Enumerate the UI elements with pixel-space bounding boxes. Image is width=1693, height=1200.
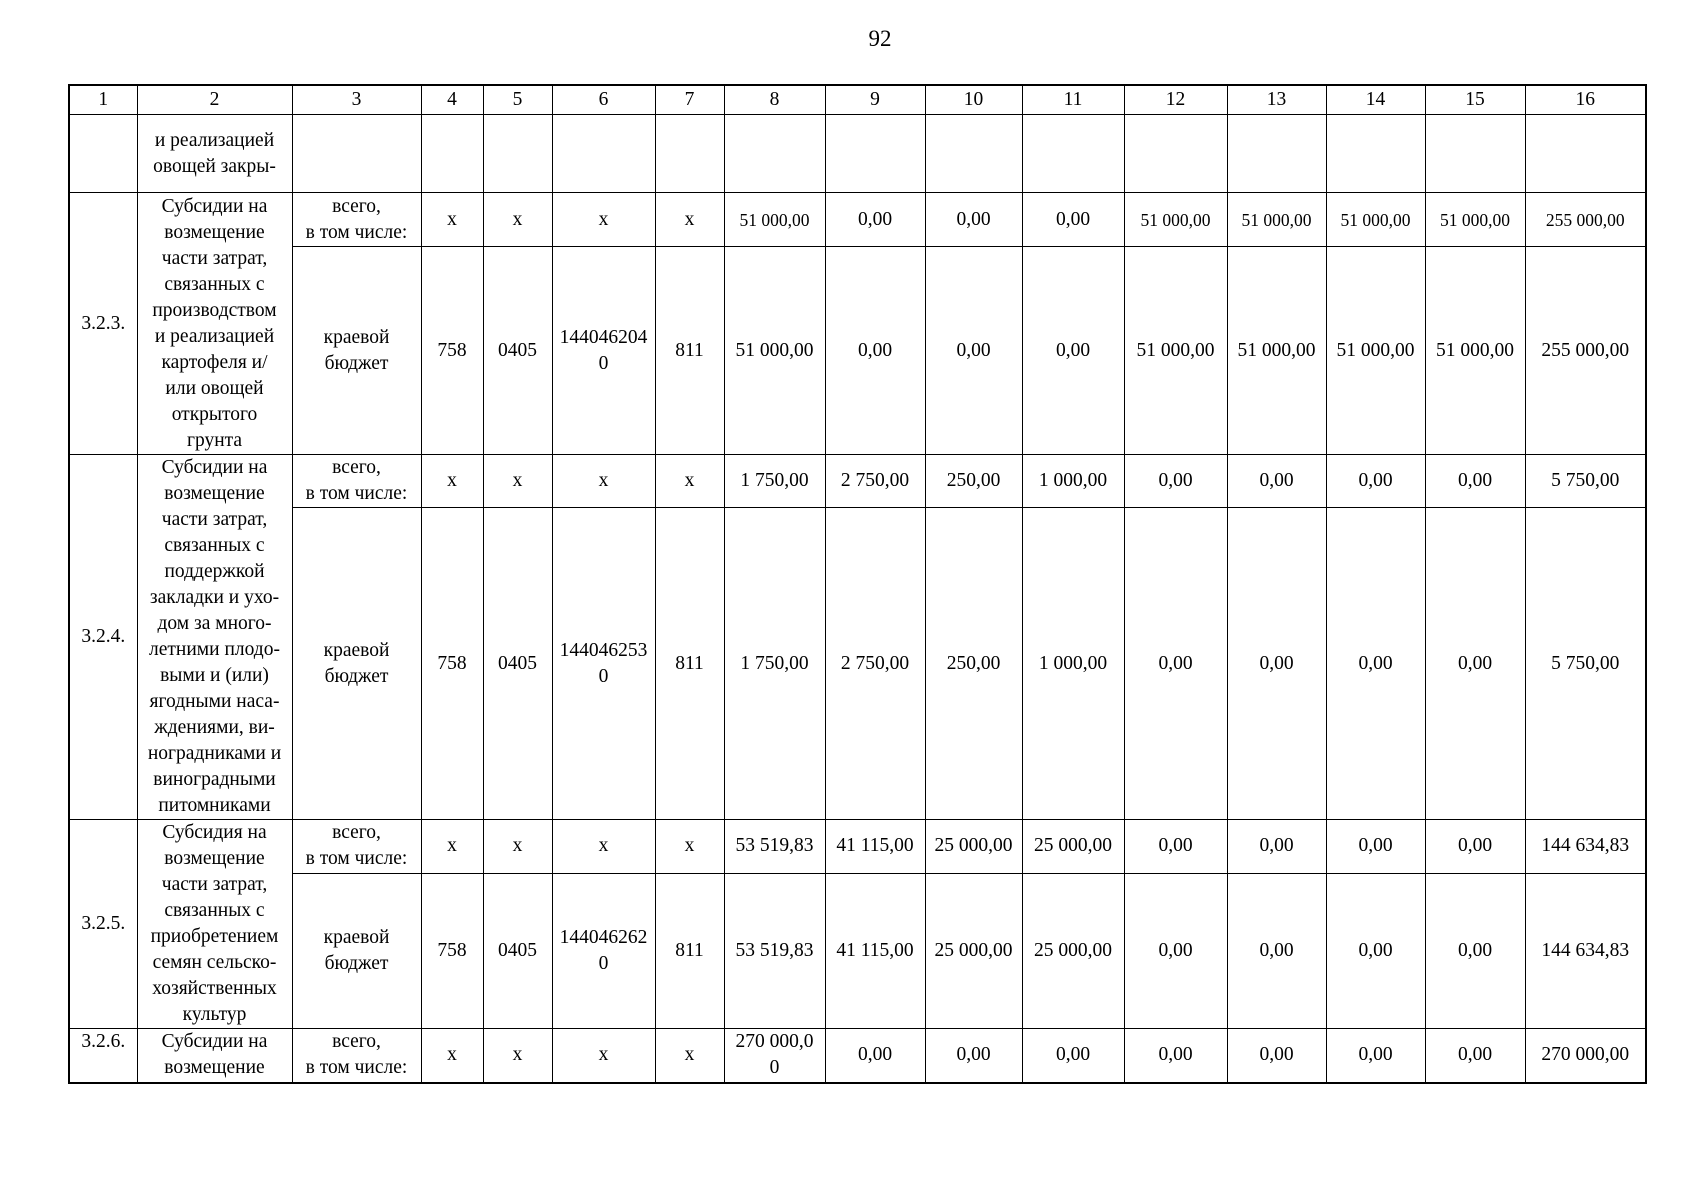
cell-value: 0,00 [1326,1029,1425,1083]
funding-source: краевой бюджет [292,247,421,455]
cell-value: 0,00 [1124,820,1227,874]
column-header: 9 [825,85,925,115]
cell-value: 51 000,00 [1124,247,1227,455]
cell-value: 0,00 [1425,455,1525,508]
cell-c6: х [552,820,655,874]
cell-c5: 0405 [483,247,552,455]
cell-value: 53 519,83 [724,873,825,1029]
cell-c7: х [655,455,724,508]
cell-value: 51 000,00 [1425,247,1525,455]
cell-c6: х [552,1029,655,1083]
cell-value: 0,00 [1326,873,1425,1029]
cell-value: 0,00 [1124,508,1227,820]
page-number: 92 [868,26,892,51]
cell-value: 0,00 [1227,455,1326,508]
row-code: 3.2.4. [69,455,137,820]
row-code: 3.2.5. [69,820,137,1029]
cell-value: 0,00 [1022,1029,1124,1083]
cell-c5: 0405 [483,873,552,1029]
column-header: 7 [655,85,724,115]
cell-c4: 758 [421,247,483,455]
cell-value: 0,00 [1124,455,1227,508]
cell-value: 270 000,00 [1525,1029,1646,1083]
cell-c5: х [483,193,552,247]
cell-value: 41 115,00 [825,873,925,1029]
funding-source: краевой бюджет [292,508,421,820]
cell-value: 25 000,00 [925,873,1022,1029]
cell-value: 2 750,00 [825,508,925,820]
cell-value: 0,00 [825,1029,925,1083]
funding-source: всего, в том числе: [292,820,421,874]
column-header: 3 [292,85,421,115]
budget-table [68,84,1647,1084]
cell-value: 51 000,00 [724,193,825,247]
cell-value: 0,00 [1227,873,1326,1029]
cell-c4: 758 [421,508,483,820]
row-code: 3.2.3. [69,193,137,455]
cell-c7: х [655,1029,724,1083]
cell-value: 0,00 [1326,820,1425,874]
cell-value: 255 000,00 [1525,247,1646,455]
column-header: 13 [1227,85,1326,115]
cell-value: 51 000,00 [1326,247,1425,455]
cell-c4: х [421,455,483,508]
cell-value: 270 000,0 0 [724,1029,825,1083]
cell-c4: 758 [421,873,483,1029]
table-row [69,1029,1646,1083]
cell-value: 0,00 [1425,1029,1525,1083]
cell-value: 25 000,00 [1022,873,1124,1029]
cell-value: 0,00 [925,193,1022,247]
cell-c6: 144046262 0 [552,873,655,1029]
cell-value: 250,00 [925,508,1022,820]
cell-c6: х [552,455,655,508]
column-header: 4 [421,85,483,115]
column-header: 14 [1326,85,1425,115]
column-header: 15 [1425,85,1525,115]
cell-c7: х [655,820,724,874]
cell-value: 0,00 [825,193,925,247]
cell-c7: 811 [655,873,724,1029]
cell-value: 2 750,00 [825,455,925,508]
cell-value: 144 634,83 [1525,820,1646,874]
funding-source: всего, в том числе: [292,455,421,508]
column-header: 1 [69,85,137,115]
cell-value: 0,00 [1326,508,1425,820]
table-row [69,508,1646,820]
cell-value: 0,00 [1425,873,1525,1029]
cell-value: 51 000,00 [1227,247,1326,455]
cell-value: 0,00 [1227,1029,1326,1083]
funding-source: всего, в том числе: [292,1029,421,1083]
cell-value: 0,00 [1227,508,1326,820]
cell-c7: 811 [655,508,724,820]
cell-value: 0,00 [1022,193,1124,247]
cell-c5: х [483,820,552,874]
cell-c6: 144046253 0 [552,508,655,820]
cell-value: 0,00 [1022,247,1124,455]
cell-value: 250,00 [925,455,1022,508]
cell-value: 25 000,00 [925,820,1022,874]
row-description: Субсидия на возмещение части затрат, связанных с приобретением семян сельско- хозяйственных культур [137,820,292,1029]
column-header: 11 [1022,85,1124,115]
continuation-description: и реализацией овощей закры- [137,115,292,193]
cell-c4: х [421,820,483,874]
cell-c5: х [483,455,552,508]
column-header: 8 [724,85,825,115]
row-description: Субсидии на возмещение части затрат, связанных с поддержкой закладки и ухо- дом за много- летними плодо- выми и (или) ягодными наса- ждениями, ви- ноградниками и виноградными питомниками [137,455,292,820]
table-row [69,193,1646,247]
cell-c4: х [421,1029,483,1083]
cell-value: 51 000,00 [724,247,825,455]
cell-value: 51 000,00 [1124,193,1227,247]
cell-value: 0,00 [1124,1029,1227,1083]
cell-value: 0,00 [925,247,1022,455]
column-header: 5 [483,85,552,115]
column-header: 10 [925,85,1022,115]
cell-value: 0,00 [825,247,925,455]
cell-value: 53 519,83 [724,820,825,874]
cell-c6: х [552,193,655,247]
cell-value: 5 750,00 [1525,508,1646,820]
cell-value: 0,00 [1425,820,1525,874]
cell-c5: 0405 [483,508,552,820]
cell-c4: х [421,193,483,247]
table-header-row [69,85,1646,115]
cell-value: 1 750,00 [724,508,825,820]
cell-value: 0,00 [925,1029,1022,1083]
column-header: 6 [552,85,655,115]
column-header: 2 [137,85,292,115]
cell-value: 1 000,00 [1022,455,1124,508]
cell-value: 5 750,00 [1525,455,1646,508]
column-header: 12 [1124,85,1227,115]
continuation-row [69,115,1646,193]
table-row [69,247,1646,455]
cell-c7: 811 [655,247,724,455]
cell-value: 25 000,00 [1022,820,1124,874]
cell-c7: х [655,193,724,247]
cell-value: 51 000,00 [1425,193,1525,247]
table-row [69,820,1646,874]
cell-value: 41 115,00 [825,820,925,874]
cell-c6: 144046204 0 [552,247,655,455]
table-row [69,873,1646,1029]
cell-c5: х [483,1029,552,1083]
cell-value: 0,00 [1227,820,1326,874]
column-header: 16 [1525,85,1646,115]
row-description: Субсидии на возмещение части затрат, связанных с производством и реализацией картофеля и/ или овощей открытого грунта [137,193,292,455]
cell-value: 1 000,00 [1022,508,1124,820]
funding-source: краевой бюджет [292,873,421,1029]
row-code: 3.2.6. [69,1029,137,1083]
funding-source: всего, в том числе: [292,193,421,247]
cell-value: 51 000,00 [1227,193,1326,247]
cell-value: 0,00 [1124,873,1227,1029]
table-row [69,455,1646,508]
cell-value: 51 000,00 [1326,193,1425,247]
row-description: Субсидии на возмещение [137,1029,292,1083]
cell-value: 0,00 [1425,508,1525,820]
cell-value: 0,00 [1326,455,1425,508]
cell-value: 255 000,00 [1525,193,1646,247]
cell-value: 1 750,00 [724,455,825,508]
cell-value: 144 634,83 [1525,873,1646,1029]
